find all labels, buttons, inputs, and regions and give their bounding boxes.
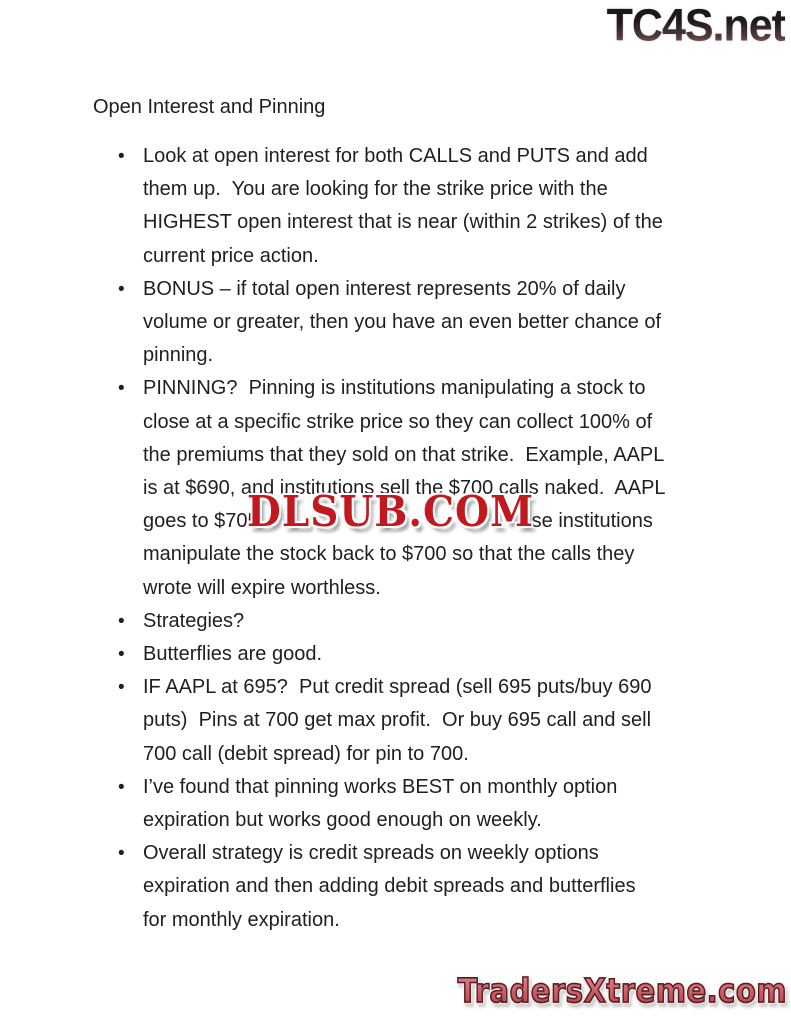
bullet-dot: • [118,644,125,666]
bullet-item [118,638,738,671]
text-line: Look at open interest for both CALLS and PUTS and add [143,145,648,167]
text-line: Overall strategy is credit spreads on weekly options [143,842,599,865]
text-line: expiration and then adding debit spreads and butterflies [143,875,636,898]
bullet-dot: • [118,677,125,699]
bullet-item [118,771,738,837]
text-line: IF AAPL at 695? Put credit spread (sell 695 puts/buy 690 [143,676,652,699]
tc4s-site-logo: TC4S.net [606,0,785,52]
dlsub-watermark: DLSUB.COM [247,487,535,537]
bullet-dot: • [118,776,125,798]
text-line: puts) Pins at 700 get max profit. Or buy 695 call and sell [143,709,652,732]
bullet-list [118,140,738,937]
text-after-watermark: se institutions [531,510,653,533]
bullet-text [143,140,738,273]
bullet-text [143,837,738,937]
text-line: pinning. [143,344,214,367]
text-line: PINNING? Pinning is institutions manipulating a stock to [143,377,646,400]
text-line: Strategies? [143,609,245,632]
bullet-item [118,605,738,638]
bullet-text [143,671,738,771]
text-line: expiration but works good enough on weekly. [143,809,542,832]
bullet-dot: • [118,278,125,300]
text-line: the premiums that they sold on that strike. Example, AAPL [143,443,665,466]
tradersxtreme-site-logo: TradersXtreme.com [457,971,787,1011]
text-line: is at $690, and institutions sell the $700 calls naked. AAPL [143,477,666,500]
text-line: I’ve found that pinning works BEST on monthly option [143,775,618,798]
text-line: BONUS – if total open interest represents 20% of daily [143,277,626,300]
bullet-item [118,671,738,771]
bullet-dot: • [118,378,125,400]
text-before-watermark: goes to $705 [143,510,259,533]
text-line: Butterflies are good. [143,643,322,666]
bullet-text [143,273,738,373]
text-line: HIGHEST open interest that is near (within 2 strikes) of the [143,211,663,234]
text-line: 700 call (debit spread) for pin to 700. [143,742,469,765]
text-line: current price action. [143,244,319,267]
bullet-text [143,771,738,837]
text-line: them up. You are looking for the strike price with the [143,178,608,201]
bullet-dot: • [118,610,125,632]
text-line: close at a specific strike price so they can collect 100% of [143,410,653,433]
text-line: volume or greater, then you have an even better chance of [143,311,662,334]
bullet-item [118,273,738,373]
bullet-text [143,638,738,671]
bullet-dot: • [118,146,125,167]
text-line: wrote will expire worthless. [143,576,381,599]
bullet-item [118,140,738,273]
page-title: Open Interest and Pinning [93,96,326,118]
bullet-item [118,837,738,937]
bullet-dot: • [118,843,125,865]
text-line: for monthly expiration. [143,908,340,931]
text-line: manipulate the stock back to $700 so that the calls they [143,543,635,566]
bullet-text [143,605,738,638]
